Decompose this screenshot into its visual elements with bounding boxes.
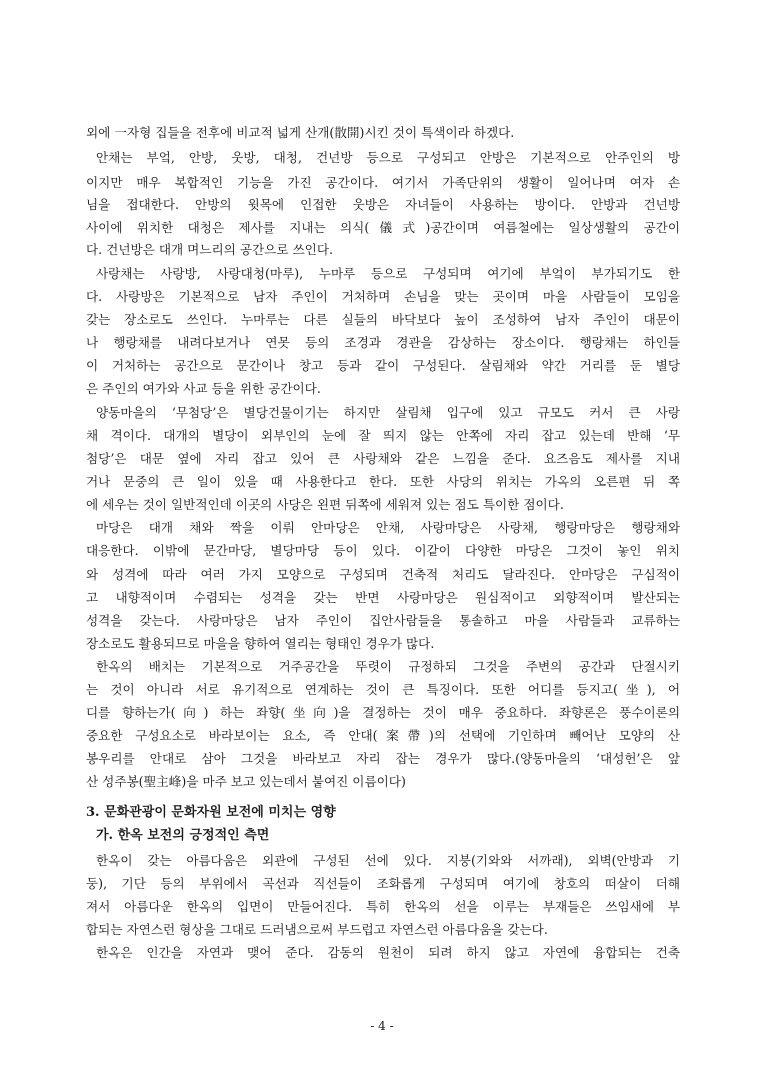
text-line: 디를 향하는가(向) 하는 좌향(坐向)을 결정하는 것이 매우 중요하다. 좌향론은 풍수이론의 <box>86 705 680 720</box>
text-line: 다. 건넌방은 대개 며느리의 공간으로 쓰인다. <box>86 242 334 257</box>
text-line: 은 주인의 여가와 사교 등을 위한 공간이다. <box>86 381 321 396</box>
text-line: 다. 사랑방은 기본적으로 남자 주인이 거처하며 손님을 맞는 곳이며 마을 사람들이 모임을 <box>86 289 680 304</box>
text-line: 합되는 자연스런 형상을 그대로 드러냄으로써 부드럽고 자연스런 아름다움을 갖는다. <box>86 922 548 937</box>
text-line: 장소로도 활용되므로 마을을 향하여 열리는 형태인 경우가 많다. <box>86 636 435 651</box>
text-line: 님을 접대한다. 안방의 윗목에 인접한 웃방은 자녀들이 사용하는 방이다. 안방과 건넌방 <box>86 197 680 212</box>
text-line: 고 내향적이며 수렴되는 성격을 갖는 반면 사랑마당은 원심적이고 외향적이며 발산되는 <box>86 590 680 605</box>
section-heading: 3. 문화관광이 문화자원 보전에 미치는 영향 <box>86 805 336 820</box>
text-line: 져서 아름다운 한옥의 입면이 만들어진다. 특히 한옥의 선을 이루는 부재들은 쓰임새에 부 <box>86 899 680 914</box>
text-line: 성격을 갖는다. 사랑마당은 남자 주인이 집안사람들을 통솔하고 마을 사람들과 교류하는 <box>86 613 680 628</box>
text-line: 중요한 구성요소로 바라보이는 요소, 즉 안대(案帶)의 선택에 기인하며 빼어난 모양의 산 <box>86 728 680 743</box>
text-line: 사랑채는 사랑방, 사랑대청(마루), 누마루 등으로 구성되며 여기에 부엌이 부가되기도 한 <box>96 266 680 281</box>
text-line: 와 성격에 따라 여러 가지 모양으로 구성되며 건축적 처리도 달라진다. 안마당은 구심적이 <box>86 567 680 582</box>
text-line: 거나 문중의 큰 일이 있을 때 사용한다고 한다. 또한 사당의 위치는 가옥의 오른편 뒤 쪽 <box>86 474 680 489</box>
text-line: 채 격이다. 대개의 별당이 외부인의 눈에 잘 띄지 않는 안쪽에 자리 잡고 있는데 반해 ‘무 <box>86 428 680 443</box>
text-line: 는 것이 아니라 서로 유기적으로 연계하는 것이 큰 특징이다. 또한 어디를 등지고(坐), 어 <box>86 682 680 697</box>
text-line: 이지만 매우 복합적인 기능을 가진 공간이다. 여기서 가족단위의 생활이 일어나며 여자 손 <box>86 175 680 190</box>
text-line: 한옥의 배치는 기본적으로 거주공간을 뚜렷이 규정하되 그것을 주변의 공간과 단절시키 <box>96 659 680 674</box>
text-line: 첨당’은 대문 옆에 자리 잡고 있어 큰 사랑채와 같은 느낌을 준다. 요즈음도 제사를 지내 <box>86 451 680 466</box>
page-number: - 4 - <box>370 1019 394 1033</box>
text-line: 외에 一자형 집들을 전후에 비교적 넓게 산개(散開)시킨 것이 특색이라 하겠다. <box>86 125 515 140</box>
text-line: 양동마을의 ‘무첨당’은 별당건물이기는 하지만 살림채 입구에 있고 규모도 커서 큰 사랑 <box>96 405 680 420</box>
text-line: 에 세우는 것이 일반적인데 이곳의 사당은 왼편 뒤쪽에 세워져 있는 점도 특이한 점이다. <box>86 497 564 512</box>
text-line: 이 거처하는 공간으로 문간이나 창고 등과 같이 구성된다. 살림채와 약간 거리를 둔 별당 <box>86 358 680 373</box>
text-line: 산 성주봉(聖主峰)을 마주 보고 있는데서 붙여진 이름이다) <box>86 774 406 789</box>
text-line: 갖는 장소로도 쓰인다. 누마루는 다른 실들의 바닥보다 높이 조성하여 남자 주인이 대문이 <box>86 312 680 327</box>
text-line: 대응한다. 이밖에 문간마당, 별당마당 등이 있다. 이같이 다양한 마당은 그것이 놓인 위치 <box>86 543 680 558</box>
text-line: 나 행랑채를 내려다보거나 연못 등의 조경과 경관을 감상하는 장소이다. 행랑채는 하인들 <box>86 335 680 350</box>
text-line: 한옥은 인간을 자연과 맺어 준다. 감동의 원천이 되려 하지 않고 자연에 융합되는 건축 <box>96 945 680 960</box>
text-line: 사이에 위치한 대청은 제사를 지내는 의식(儀式)공간이며 여름철에는 일상생활의 공간이 <box>86 220 680 235</box>
text-line: 한옥이 갖는 아름다움은 외관에 구성된 선에 있다. 지붕(기와와 서까래), 외벽(안방과 기 <box>96 853 680 868</box>
text-line: 봉우리를 안대로 삼아 그것을 바라보고 자리 잡는 경우가 많다.(양동마을의 ‘대성헌’은 앞 <box>86 751 680 766</box>
text-line: 안채는 부엌, 안방, 웃방, 대청, 건넌방 등으로 구성되고 안방은 기본적으로 안주인의 방 <box>96 150 680 165</box>
text-line: 마당은 대개 채와 짝을 이뤄 안마당은 안채, 사랑마당은 사랑채, 행랑마당은 행랑채와 <box>96 520 680 535</box>
section-subheading: 가. 한옥 보전의 긍정적인 측면 <box>96 828 270 843</box>
text-line: 둥), 기단 등의 부위에서 곡선과 직선들이 조화롭게 구성되며 여기에 창호의 떠살이 더해 <box>86 876 680 891</box>
